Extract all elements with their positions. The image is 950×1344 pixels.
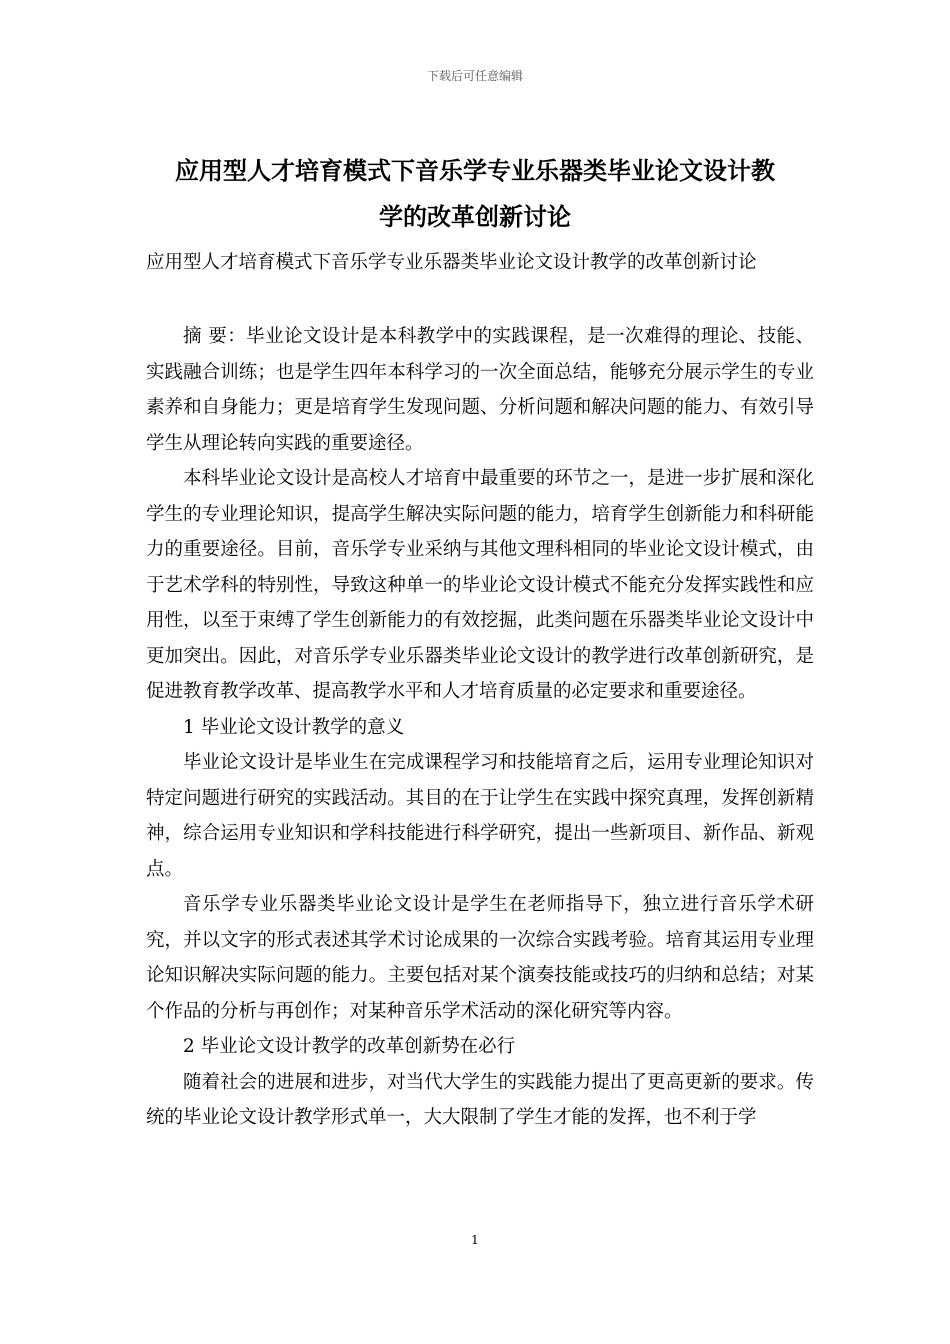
document-body [146, 319, 814, 1136]
header-note: 下载后可任意编辑 [426, 69, 523, 83]
document-title-line-2: 学的改革创新讨论 [379, 202, 571, 231]
section-heading: 1 毕业论文设计教学的意义 [183, 716, 405, 738]
body-paragraph: 本科毕业论文设计是高校人才培育中最重要的环节之一，是进一步扩展和深化学生的专业理论知识，提高学生解决实际问题的能力，培育学生创新能力和科研能力的重要途径。目前，音乐学专业采纳与其他文理科相同的毕业论文设计模式，由于艺术学科的特别性，导致这种单一的毕业论文设计模式不能充分发挥实践性和应用性，以至于束缚了学生创新能力的有效挖掘，此类问题在乐器类毕业论文设计中更加突出。因此，对音乐学专业乐器类毕业论文设计的教学进行改革创新研究，是促进教育教学改革、提高教学水平和人才培育质量的必定要求和重要途径。 [146, 468, 814, 702]
body-paragraph: 音乐学专业乐器类毕业论文设计是学生在老师指导下，独立进行音乐学术研究，并以文字的形式表述其学术讨论成果的一次综合实践考验。培育其运用专业理论知识解决实际问题的能力。主要包括对某个演奏技能或技巧的归纳和总结；对某个作品的分析与再创作；对某种音乐学术活动的深化研究等内容。 [146, 894, 814, 1022]
section-heading: 2 毕业论文设计教学的改革创新势在必行 [183, 1036, 516, 1057]
document-title-line-1: 应用型人才培育模式下音乐学专业乐器类毕业论文设计教 [175, 156, 775, 185]
document-subtitle: 应用型人才培育模式下音乐学专业乐器类毕业论文设计教学的改革创新讨论 [146, 252, 757, 273]
page-number: 1 [471, 1233, 479, 1247]
body-paragraph: 随着社会的进展和进步，对当代大学生的实践能力提出了更高更新的要求。传统的毕业论文设计教学形式单一，大大限制了学生才能的发挥，也不利于学 [146, 1071, 814, 1128]
abstract-paragraph: 摘 要：毕业论文设计是本科教学中的实践课程，是一次难得的理论、技能、实践融合训练；也是学生四年本科学习的一次全面总结，能够充分展示学生的专业素养和自身能力；更是培育学生发现问题、分析问题和解决问题的能力、有效引导学生从理论转向实践的重要途径。 [146, 326, 814, 454]
body-paragraph: 毕业论文设计是毕业生在完成课程学习和技能培育之后，运用专业理论知识对特定问题进行研究的实践活动。其目的在于让学生在实践中探究真理，发挥创新精神，综合运用专业知识和学科技能进行科学研究，提出一些新项目、新作品、新观点。 [146, 752, 814, 880]
